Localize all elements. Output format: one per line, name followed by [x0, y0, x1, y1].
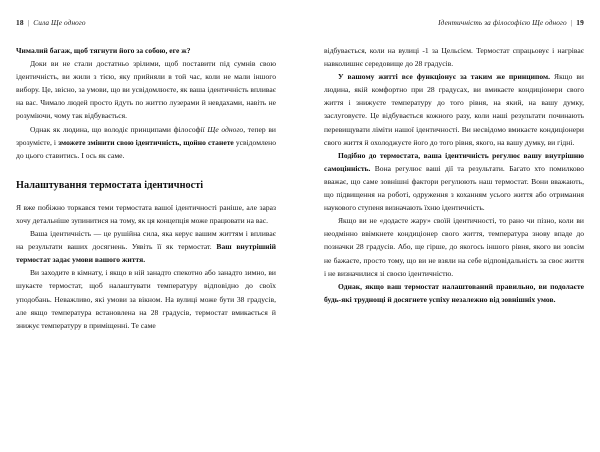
run-bold: Ваш внутрішній термостат задає умови вашого життя.	[16, 242, 276, 265]
right-running-head	[324, 16, 584, 30]
left-section-paragraph-2	[16, 227, 276, 266]
run-text: Однак як людина, що володіє принципами філософії	[30, 124, 208, 134]
right-head-chapter-title: Ідентичність за філософією Ще одного	[438, 18, 567, 28]
run-bold: зможете змінити свою ідентичність, щойно станете	[58, 137, 234, 147]
right-column-body	[324, 44, 584, 306]
run-text: Ваша ідентичність — це рушійна сила, яка керує вашим життям і впливає на результати ваших досягнень. Уявіть її як термостат.	[16, 229, 276, 252]
right-head-separator: |	[570, 18, 573, 28]
run-text: усвідомлено до цього ставитись. І ось як саме.	[16, 137, 276, 160]
left-column-body	[16, 44, 276, 332]
left-section-paragraph-1: Я вже побіжно торкався теми термостата вашої ідентичності раніше, але зараз хочу детальніше зупинитися на тому, як ця концепція може працювати на вас.	[16, 202, 276, 225]
right-paragraph-4: Якщо ви не «додасте жару» своїй ідентичності, то рано чи пізно, коли ви неодмінно ввімкнете кондиціонер свого життя, температура знову впаде до позначки 28 градусів. Або, ще гірше, до якогось іншого рівня, якого ви зовсім не бажаєте, просто тому, що ви не взяли на себе відповідальність за своє життя і не визначилися зі своєю ідентичністю.	[324, 216, 584, 278]
run-bold: Однак, якщо ваш термостат налаштований правильно, ви подолаєте будь-які труднощі й досягнете успіху незалежно від зовнішніх умов.	[324, 281, 584, 304]
run-text: , тепер ви зрозумієте, і	[16, 124, 276, 147]
left-head-book-title: Сила Ще одного	[33, 18, 86, 28]
left-page-number: 18	[16, 18, 24, 28]
run-italic: Ще одного	[207, 124, 244, 134]
right-paragraph-5	[324, 280, 584, 306]
left-paragraph-2: Доки ви не стали достатньо зрілими, щоб поставити під сумнів свою ідентичність, ви жили з тією, яку прийняли в той час, коли не мали іншого вибору. Це, звісно, за умови, що ви усвідомлюєте, як ваша ідентичність впливає на вас. Чимало людей просто йдуть по життю лузерами й невдахами, навіть не розуміючи, чому так відбувається.	[16, 59, 276, 121]
section-heading: Налаштування термостата ідентичності	[16, 179, 204, 191]
left-running-head	[16, 16, 276, 30]
run-bold: Подібно до термостата, ваша ідентичність регулює вашу внутрішню самоцінність.	[324, 150, 584, 173]
right-page-number: 19	[576, 18, 584, 28]
right-paragraph-3	[324, 149, 584, 214]
left-head-separator: |	[27, 18, 30, 28]
left-section-paragraph-3: Ви заходите в кімнату, і якщо в ній занадто спекотно або занадто зимно, ви шукаєте термостат, щоб налаштувати температуру відповідно до своїх уподобань. Неважливо, які умови за вікном. На вулиці може бути 38 градусів, але якщо температура встановлена на 28 градусів, термостат вмикається й знижує температуру в приміщенні. Те саме	[16, 268, 276, 330]
right-page	[300, 0, 600, 452]
run-bold: У вашому житті все функціонує за таким же принципом.	[338, 72, 551, 82]
run-text: Якщо ви людина, якій комфортно при 28 градусах, ви вмикаєте кондиціонери свого життя і знижуєте температуру до того рівня, на який, на вашу думку, заслуговуєте. Це відбувається кожного разу, коли наші результати починають перевищувати ліміти нашої ідентичності. Ви несвідомо вмикаєте кондиціонери свого життя й охолоджуєте його до того рівня, якого, на вашу думку, ви гідні.	[324, 72, 584, 147]
right-paragraph-2	[324, 70, 584, 149]
left-paragraph-1: Чималий багаж, щоб тягнути його за собою, еге ж?	[16, 46, 191, 55]
left-paragraph-3	[16, 123, 276, 162]
run-text: Вона регулює ваші дії та результати. Багато хто помилково вважає, що саме зовнішні фактори регулюють наш термостат. Вони вважають, що підвищення на роботі, одруження з коханням усього життя або отримання наукового ступеня визначають їхню ідентичність.	[324, 163, 584, 213]
right-paragraph-1: відбувається, коли на вулиці -1 за Цельсієм. Термостат спрацьовує і нагріває навколишнє середовище до 28 градусів.	[324, 46, 584, 69]
